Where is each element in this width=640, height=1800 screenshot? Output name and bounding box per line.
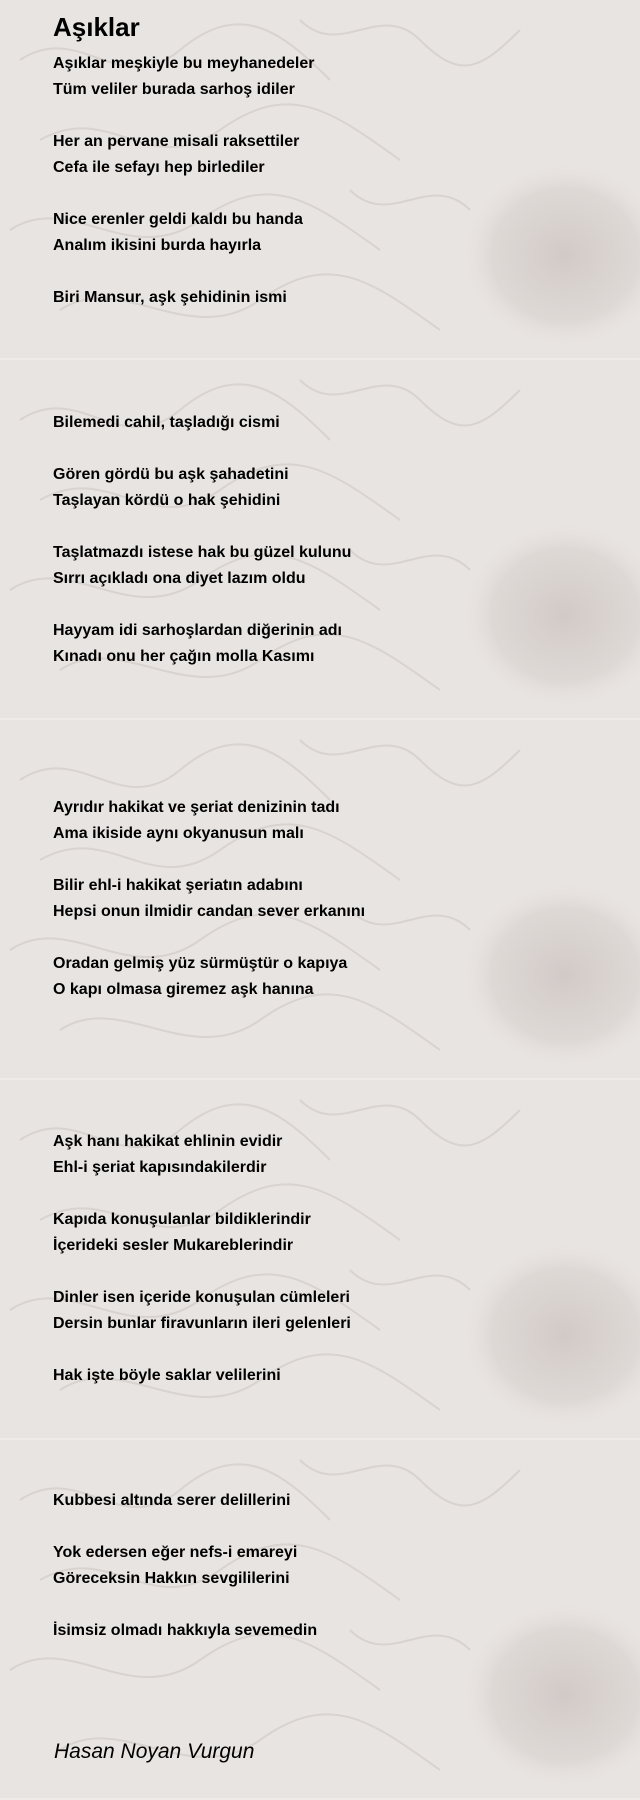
poem-line: Sırrı açıkladı ona diyet lazım oldu (53, 570, 306, 587)
poem-line: Kınadı onu her çağın molla Kasımı (53, 648, 315, 665)
poem-line: Dersin bunlar firavunların ileri gelenleri (53, 1315, 351, 1332)
poem-line: İçerideki sesler Mukareblerindir (53, 1237, 294, 1254)
poem-line: Hayyam idi sarhoşlardan diğerinin adı (53, 622, 342, 639)
poem-line: O kapı olmasa giremez aşk hanına (53, 981, 314, 998)
poem-line: Ehl-i şeriat kapısındakilerdir (53, 1159, 267, 1176)
poem-line: Kapıda konuşulanlar bildiklerindir (53, 1211, 311, 1228)
poem-line: Kubbesi altında serer delillerini (53, 1492, 291, 1509)
poem-author: Hasan Noyan Vurgun (54, 1740, 255, 1763)
poem-line: Biri Mansur, aşk şehidinin ismi (53, 289, 287, 306)
poem-line: Taşlayan kördü o hak şehidini (53, 492, 281, 509)
poem-line: Ayrıdır hakikat ve şeriat denizinin tadı (53, 799, 340, 816)
poem-line: Yok edersen eğer nefs-i emareyi (53, 1544, 298, 1561)
poem-line: Bilemedi cahil, taşladığı cismi (53, 414, 280, 431)
poem-line: Ama ikiside aynı okyanusun malı (53, 825, 304, 842)
poem-line: Hepsi onun ilmidir candan sever erkanını (53, 903, 366, 920)
poem-line: Aşıklar meşkiyle bu meyhanedeler (53, 55, 315, 72)
poem-line: Oradan gelmiş yüz sürmüştür o kapıya (53, 955, 348, 972)
poem-line: Analım ikisini burda hayırla (53, 237, 262, 254)
poem-line: Her an pervane misali raksettiler (53, 133, 300, 150)
poem-title: Aşıklar (53, 12, 140, 42)
background-band (0, 720, 640, 1080)
poem-line: Aşk hanı hakikat ehlinin evidir (53, 1133, 283, 1150)
poem-line: Tüm veliler burada sarhoş idiler (53, 81, 295, 98)
poem-line: Dinler isen içeride konuşulan cümleleri (53, 1289, 350, 1306)
poem-line: Nice erenler geldi kaldı bu handa (53, 211, 303, 228)
poem-line: Bilir ehl-i hakikat şeriatın adabını (53, 877, 303, 894)
poem-line: Taşlatmazdı istese hak bu güzel kulunu (53, 544, 352, 561)
poem-line: Gören gördü bu aşk şahadetini (53, 466, 289, 483)
poem-line: Göreceksin Hakkın sevgililerini (53, 1570, 290, 1587)
poem-line: İsimsiz olmadı hakkıyla sevemedin (53, 1622, 318, 1639)
poem-line: Hak işte böyle saklar velilerini (53, 1367, 281, 1384)
poem-line: Cefa ile sefayı hep birlediler (53, 159, 265, 176)
